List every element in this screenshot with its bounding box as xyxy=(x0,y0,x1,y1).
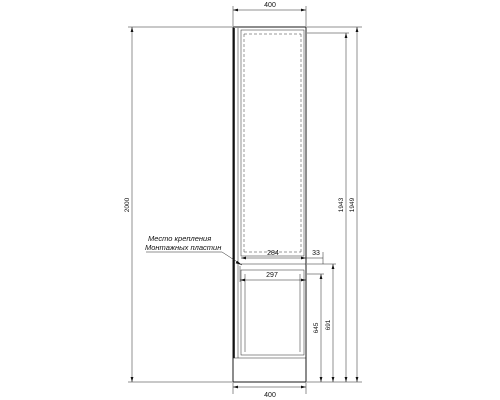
arrow-head xyxy=(131,377,134,382)
arrow-head xyxy=(345,33,348,38)
arrow-head xyxy=(301,386,306,389)
side-offset-label: 33 xyxy=(312,250,320,257)
plate-width-label: 297 xyxy=(266,272,278,279)
dimension-height-691 xyxy=(307,264,336,382)
total-height-label: 2000 xyxy=(124,197,131,213)
height-1949-label: 1949 xyxy=(349,197,356,213)
dimension-plate-width xyxy=(240,266,306,282)
upper-door-outline xyxy=(241,30,304,256)
arrow-head xyxy=(233,386,238,389)
arrow-head xyxy=(301,9,306,12)
arrow-head xyxy=(320,377,323,382)
dimension-total-height xyxy=(124,27,232,382)
lower-door xyxy=(241,270,304,355)
note-line-1: Место крепления xyxy=(148,234,212,243)
lower-door-outline xyxy=(241,270,304,355)
arrow-head xyxy=(301,257,306,260)
dimension-side-offset xyxy=(306,250,323,264)
arrow-head xyxy=(301,279,306,282)
upper-door xyxy=(241,30,304,256)
arrow-head xyxy=(320,274,323,279)
dimension-height-645 xyxy=(307,274,324,382)
leader-line xyxy=(146,252,242,265)
arrow-head xyxy=(356,27,359,32)
dimension-inner-width xyxy=(241,250,306,259)
dimension-bottom-width xyxy=(233,383,306,399)
inner-width-label: 284 xyxy=(267,250,279,257)
top-width-label: 400 xyxy=(264,2,276,9)
arrow-head xyxy=(241,257,246,260)
arrow-head xyxy=(332,377,335,382)
bottom-width-label: 400 xyxy=(264,392,276,399)
arrow-head xyxy=(131,27,134,32)
height-1943-label: 1943 xyxy=(338,197,345,213)
height-691-label: 691 xyxy=(325,319,332,331)
arrow-head xyxy=(345,377,348,382)
mounting-note xyxy=(145,234,242,265)
arrow-head xyxy=(356,377,359,382)
height-645-label: 645 xyxy=(313,322,320,334)
arrow-head xyxy=(233,9,238,12)
arrow-head xyxy=(332,264,335,269)
dimension-top-width xyxy=(233,2,306,26)
note-line-2: Монтажных пластин xyxy=(145,243,222,252)
